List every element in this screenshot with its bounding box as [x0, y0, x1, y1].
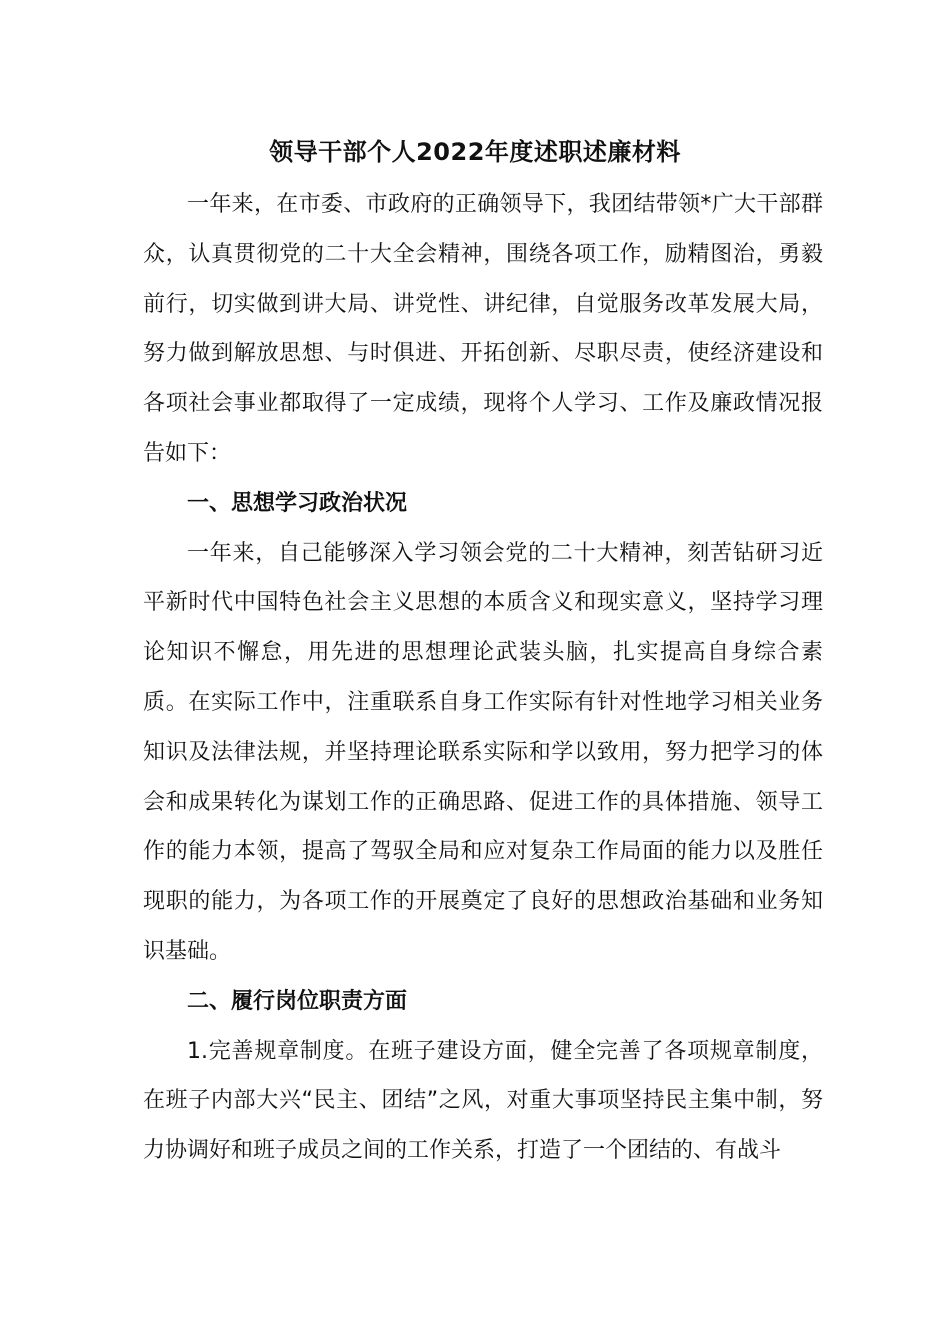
paragraph-section-2-item-1: 1.完善规章制度。在班子建设方面，健全完善了各项规章制度，在班子内部大兴“民主、团结”之风，对重大事项坚持民主集中制，努力协调好和班子成员之间的工作关系，打造了一个团结的、有战斗: [143, 1038, 823, 1164]
paragraph-intro: 一年来，在市委、市政府的正确领导下，我团结带领*广大干部群众，认真贯彻党的二十大全会精神，围绕各项工作，励精图治，勇毅前行，切实做到讲大局、讲党性、讲纪律，自觉服务改革发展大局，努力做到解放思想、与时俱进、开拓创新、尽职尽责，使经济建设和各项社会事业都取得了一定成绩，现将个人学习、工作及廉政情况报告如下：: [143, 192, 823, 466]
document-body: [143, 180, 823, 1176]
paragraph-section-1: 一年来，自己能够深入学习领会党的二十大精神，刻苦钻研习近平新时代中国特色社会主义思想的本质含义和现实意义，坚持学习理论知识不懈怠，用先进的思想理论武装头脑，扎实提高自身综合素质。在实际工作中，注重联系自身工作实际有针对性地学习相关业务知识及法律法规，并坚持理论联系实际和学以致用，努力把学习的体会和成果转化为谋划工作的正确思路、促进工作的具体措施、领导工作的能力本领，提高了驾驭全局和应对复杂工作局面的能力以及胜任现职的能力，为各项工作的开展奠定了良好的思想政治基础和业务知识基础。: [143, 540, 823, 964]
section-heading-2: 二、履行岗位职责方面: [187, 988, 408, 1014]
document-title: 领导干部个人2022年度述职述廉材料: [269, 138, 681, 166]
section-heading-1: 一、思想学习政治状况: [187, 490, 408, 516]
